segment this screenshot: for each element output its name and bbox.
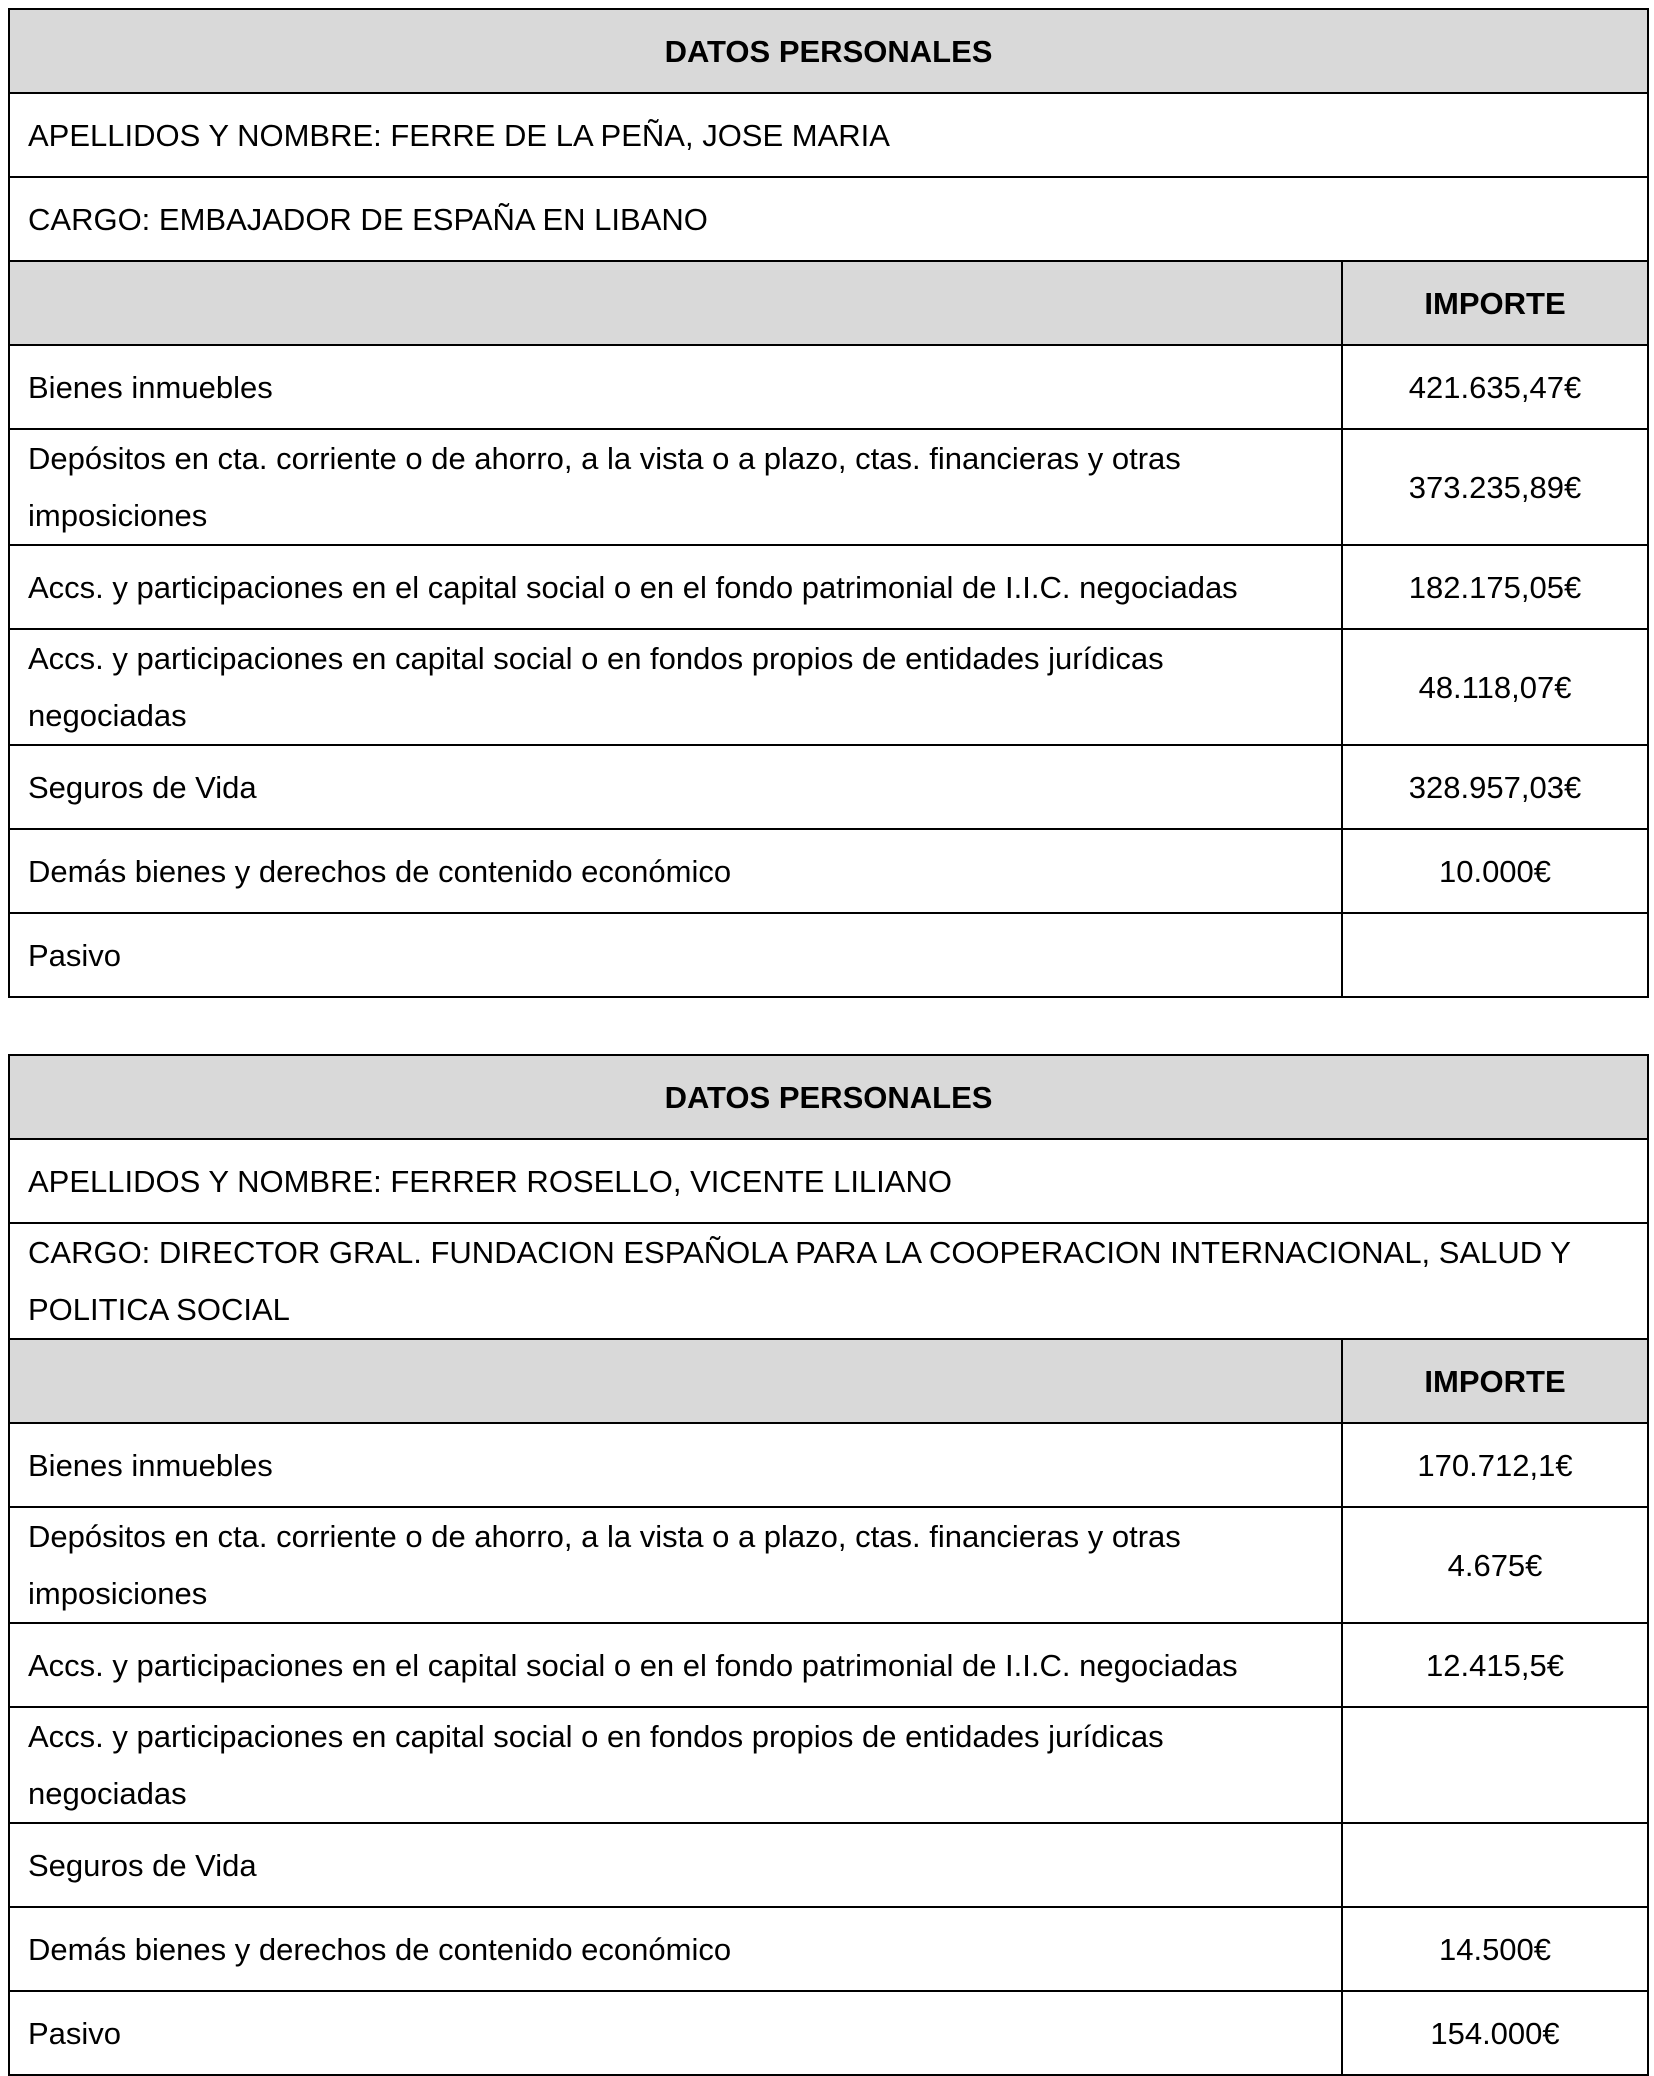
name-line: APELLIDOS Y NOMBRE: FERRER ROSELLO, VICENTE LILIANO — [9, 1139, 1648, 1223]
amount-header-row — [9, 261, 1648, 345]
table-row — [9, 345, 1648, 429]
row-label: Accs. y participaciones en el capital social o en el fondo patrimonial de I.I.C. negociadas — [9, 545, 1342, 629]
row-label: Bienes inmuebles — [9, 1423, 1342, 1507]
row-label: Bienes inmuebles — [9, 345, 1342, 429]
section-title: DATOS PERSONALES — [9, 1055, 1648, 1139]
row-amount: 328.957,03€ — [1342, 745, 1648, 829]
table-row — [9, 1423, 1648, 1507]
table-row — [9, 745, 1648, 829]
table-row — [9, 1623, 1648, 1707]
row-amount: 373.235,89€ — [1342, 429, 1648, 545]
table-row — [9, 629, 1648, 745]
amount-header: IMPORTE — [1342, 261, 1648, 345]
label-header-cell — [9, 1339, 1342, 1423]
table-row — [9, 913, 1648, 997]
row-label: Demás bienes y derechos de contenido económico — [9, 1907, 1342, 1991]
row-label: Depósitos en cta. corriente o de ahorro, a la vista o a plazo, ctas. financieras y otras imposiciones — [9, 429, 1342, 545]
name-row — [9, 93, 1648, 177]
declaration-table-2 — [8, 1054, 1649, 2076]
name-row — [9, 1139, 1648, 1223]
row-amount — [1342, 1707, 1648, 1823]
amount-header: IMPORTE — [1342, 1339, 1648, 1423]
row-amount: 12.415,5€ — [1342, 1623, 1648, 1707]
row-amount: 10.000€ — [1342, 829, 1648, 913]
section-title: DATOS PERSONALES — [9, 9, 1648, 93]
row-label: Accs. y participaciones en capital social o en fondos propios de entidades jurídicas negociadas — [9, 629, 1342, 745]
table-row — [9, 829, 1648, 913]
table-row — [9, 429, 1648, 545]
row-label: Depósitos en cta. corriente o de ahorro, a la vista o a plazo, ctas. financieras y otras imposiciones — [9, 1507, 1342, 1623]
row-amount — [1342, 1823, 1648, 1907]
row-label: Accs. y participaciones en el capital social o en el fondo patrimonial de I.I.C. negociadas — [9, 1623, 1342, 1707]
row-amount: 14.500€ — [1342, 1907, 1648, 1991]
cargo-line: CARGO: DIRECTOR GRAL. FUNDACION ESPAÑOLA PARA LA COOPERACION INTERNACIONAL, SALUD Y POLITICA SOCIAL — [9, 1223, 1648, 1339]
row-label: Seguros de Vida — [9, 1823, 1342, 1907]
cargo-row — [9, 177, 1648, 261]
table-row — [9, 1507, 1648, 1623]
cargo-line: CARGO: EMBAJADOR DE ESPAÑA EN LIBANO — [9, 177, 1648, 261]
table-row — [9, 1991, 1648, 2075]
section-header-row — [9, 9, 1648, 93]
row-label: Pasivo — [9, 913, 1342, 997]
cargo-row — [9, 1223, 1648, 1339]
row-amount — [1342, 913, 1648, 997]
row-amount: 170.712,1€ — [1342, 1423, 1648, 1507]
label-header-cell — [9, 261, 1342, 345]
row-amount: 182.175,05€ — [1342, 545, 1648, 629]
amount-header-row — [9, 1339, 1648, 1423]
row-amount: 4.675€ — [1342, 1507, 1648, 1623]
row-label: Seguros de Vida — [9, 745, 1342, 829]
row-label: Pasivo — [9, 1991, 1342, 2075]
row-amount: 154.000€ — [1342, 1991, 1648, 2075]
table-row — [9, 1823, 1648, 1907]
row-amount: 48.118,07€ — [1342, 629, 1648, 745]
name-line: APELLIDOS Y NOMBRE: FERRE DE LA PEÑA, JOSE MARIA — [9, 93, 1648, 177]
declaration-table-1 — [8, 8, 1649, 998]
table-row — [9, 545, 1648, 629]
row-label: Accs. y participaciones en capital social o en fondos propios de entidades jurídicas negociadas — [9, 1707, 1342, 1823]
row-amount: 421.635,47€ — [1342, 345, 1648, 429]
section-header-row — [9, 1055, 1648, 1139]
row-label: Demás bienes y derechos de contenido económico — [9, 829, 1342, 913]
table-row — [9, 1907, 1648, 1991]
table-row — [9, 1707, 1648, 1823]
